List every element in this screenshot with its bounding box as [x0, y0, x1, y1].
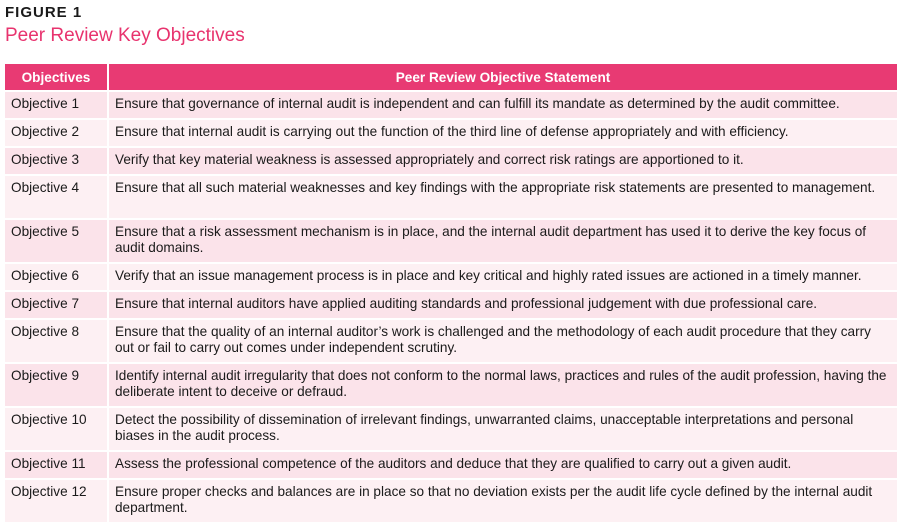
- table-row: [5, 220, 897, 262]
- table-header-row: [5, 64, 897, 90]
- table-row: [5, 92, 897, 118]
- header-objectives: Objectives: [5, 64, 109, 90]
- objectives-table: [5, 62, 897, 524]
- objective-name: Objective 7: [5, 292, 109, 318]
- objective-statement: Detect the possibility of dissemination of irrelevant findings, unwarranted claims, unacceptable interpretations and personal biases in the audit process.: [109, 408, 897, 450]
- table-row: [5, 320, 897, 362]
- objective-name: Objective 5: [5, 220, 109, 262]
- objective-name: Objective 6: [5, 264, 109, 290]
- objective-statement: Verify that an issue management process is in place and key critical and highly rated issues are actioned in a timely manner.: [109, 264, 897, 290]
- figure-label: FIGURE 1: [5, 4, 83, 21]
- figure-title: Peer Review Key Objectives: [5, 25, 245, 46]
- objective-statement: Ensure that all such material weaknesses and key findings with the appropriate risk statements are presented to management.: [109, 176, 897, 218]
- table-row: [5, 264, 897, 290]
- table-row: [5, 408, 897, 450]
- objective-statement: Ensure that internal auditors have applied auditing standards and professional judgement with due professional care.: [109, 292, 897, 318]
- objective-name: Objective 2: [5, 120, 109, 146]
- objective-name: Objective 11: [5, 452, 109, 478]
- table-row: [5, 452, 897, 478]
- objective-statement: Ensure that governance of internal audit is independent and can fulfill its mandate as determined by the audit committee.: [109, 92, 897, 118]
- table-row: [5, 292, 897, 318]
- table-row: [5, 364, 897, 406]
- objective-statement: Verify that key material weakness is assessed appropriately and correct risk ratings are apportioned to it.: [109, 148, 897, 174]
- objective-name: Objective 8: [5, 320, 109, 362]
- table-row: [5, 480, 897, 522]
- header-statement: Peer Review Objective Statement: [109, 64, 897, 90]
- table-row: [5, 148, 897, 174]
- objective-name: Objective 3: [5, 148, 109, 174]
- objective-name: Objective 10: [5, 408, 109, 450]
- objective-statement: Ensure that a risk assessment mechanism is in place, and the internal audit department has used it to derive the key focus of audit domains.: [109, 220, 897, 262]
- objective-statement: Ensure proper checks and balances are in place so that no deviation exists per the audit life cycle defined by the internal audit department.: [109, 480, 897, 522]
- objective-statement: Assess the professional competence of the auditors and deduce that they are qualified to carry out a given audit.: [109, 452, 897, 478]
- table-row: [5, 176, 897, 218]
- objective-name: Objective 1: [5, 92, 109, 118]
- objective-name: Objective 4: [5, 176, 109, 218]
- objective-statement: Identify internal audit irregularity that does not conform to the normal laws, practices and rules of the audit profession, having the deliberate intent to deceive or defraud.: [109, 364, 897, 406]
- objective-statement: Ensure that the quality of an internal auditor’s work is challenged and the methodology of each audit procedure that they carry out or fail to carry out comes under independent scrutiny.: [109, 320, 897, 362]
- objective-statement: Ensure that internal audit is carrying out the function of the third line of defense appropriately and with efficiency.: [109, 120, 897, 146]
- objective-name: Objective 9: [5, 364, 109, 406]
- table-row: [5, 120, 897, 146]
- objective-name: Objective 12: [5, 480, 109, 522]
